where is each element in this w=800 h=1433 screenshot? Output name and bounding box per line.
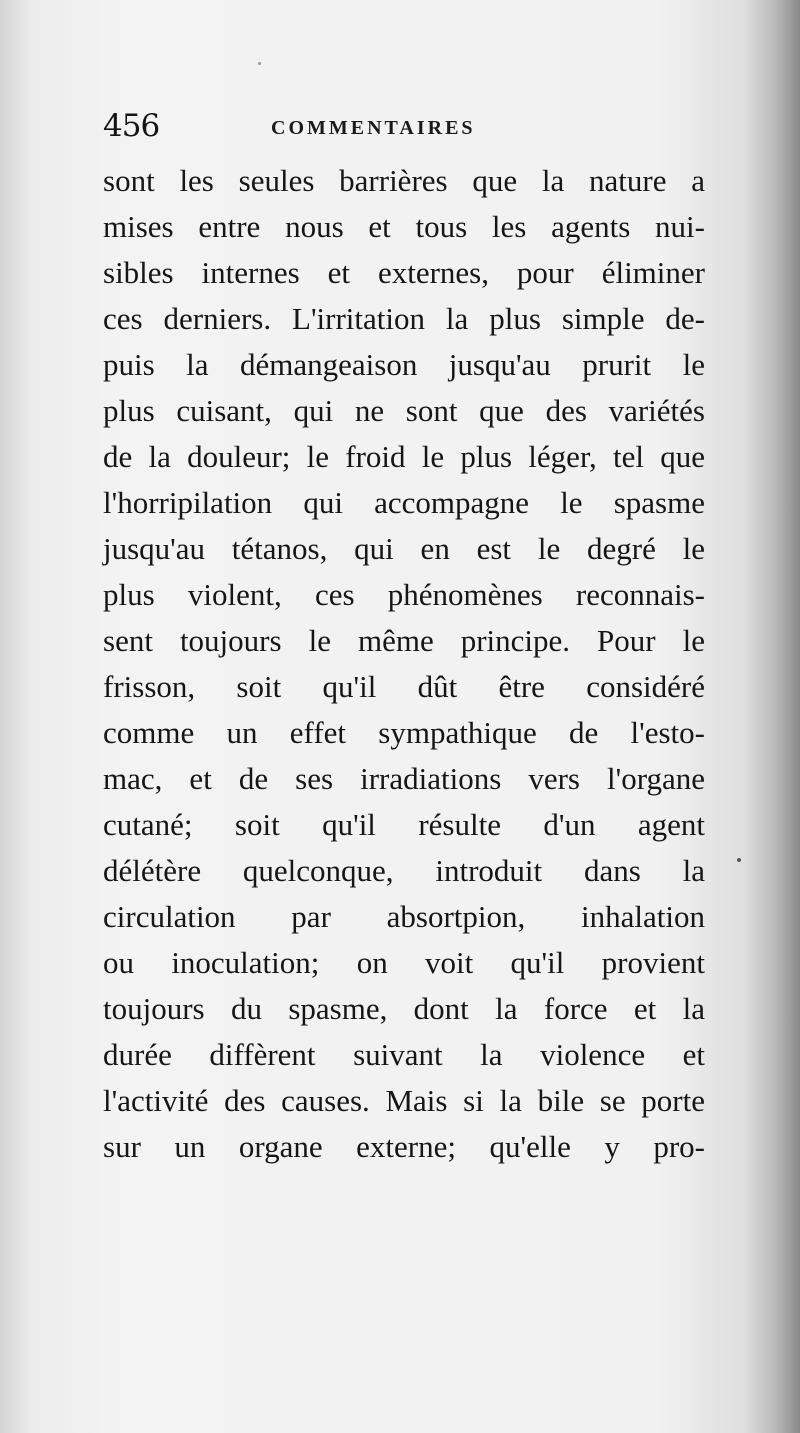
text-line: frisson, soit qu'il dût être considéré bbox=[103, 669, 705, 704]
text-line: l'activité des causes. Mais si la bile se porte bbox=[103, 1083, 705, 1118]
text-line: puis la démangeaison jusqu'au prurit le bbox=[103, 347, 705, 382]
text-line: sont les seules barrières que la nature a bbox=[103, 163, 705, 198]
text-line: ces derniers. L'irritation la plus simple de- bbox=[103, 301, 705, 336]
text-line: comme un effet sympathique de l'esto- bbox=[103, 715, 705, 750]
text-line: jusqu'au tétanos, qui en est le degré le bbox=[103, 531, 705, 566]
paper-speck bbox=[258, 62, 261, 65]
page-header bbox=[103, 108, 723, 150]
text-line: circulation par absortpion, inhalation bbox=[103, 899, 705, 934]
text-line: plus violent, ces phénomènes reconnais- bbox=[103, 577, 705, 612]
page-number: 456 bbox=[103, 108, 160, 144]
text-line: plus cuisant, qui ne sont que des variétés bbox=[103, 393, 705, 428]
text-line: ou inoculation; on voit qu'il provient bbox=[103, 945, 705, 980]
text-line: sur un organe externe; qu'elle y pro- bbox=[103, 1129, 705, 1164]
text-line: de la douleur; le froid le plus léger, tel que bbox=[103, 439, 705, 474]
text-line: mises entre nous et tous les agents nui- bbox=[103, 209, 705, 244]
text-line: sibles internes et externes, pour éliminer bbox=[103, 255, 705, 290]
text-line: toujours du spasme, dont la force et la bbox=[103, 991, 705, 1026]
body-text bbox=[103, 158, 705, 1170]
text-line: délétère quelconque, introduit dans la bbox=[103, 853, 705, 888]
text-line: sent toujours le même principe. Pour le bbox=[103, 623, 705, 658]
text-line: cutané; soit qu'il résulte d'un agent bbox=[103, 807, 705, 842]
text-line: l'horripilation qui accompagne le spasme bbox=[103, 485, 705, 520]
text-line: mac, et de ses irradiations vers l'organe bbox=[103, 761, 705, 796]
running-title: COMMENTAIRES bbox=[271, 117, 476, 139]
text-line: durée diffèrent suivant la violence et bbox=[103, 1037, 705, 1072]
paper-speck bbox=[737, 858, 741, 862]
